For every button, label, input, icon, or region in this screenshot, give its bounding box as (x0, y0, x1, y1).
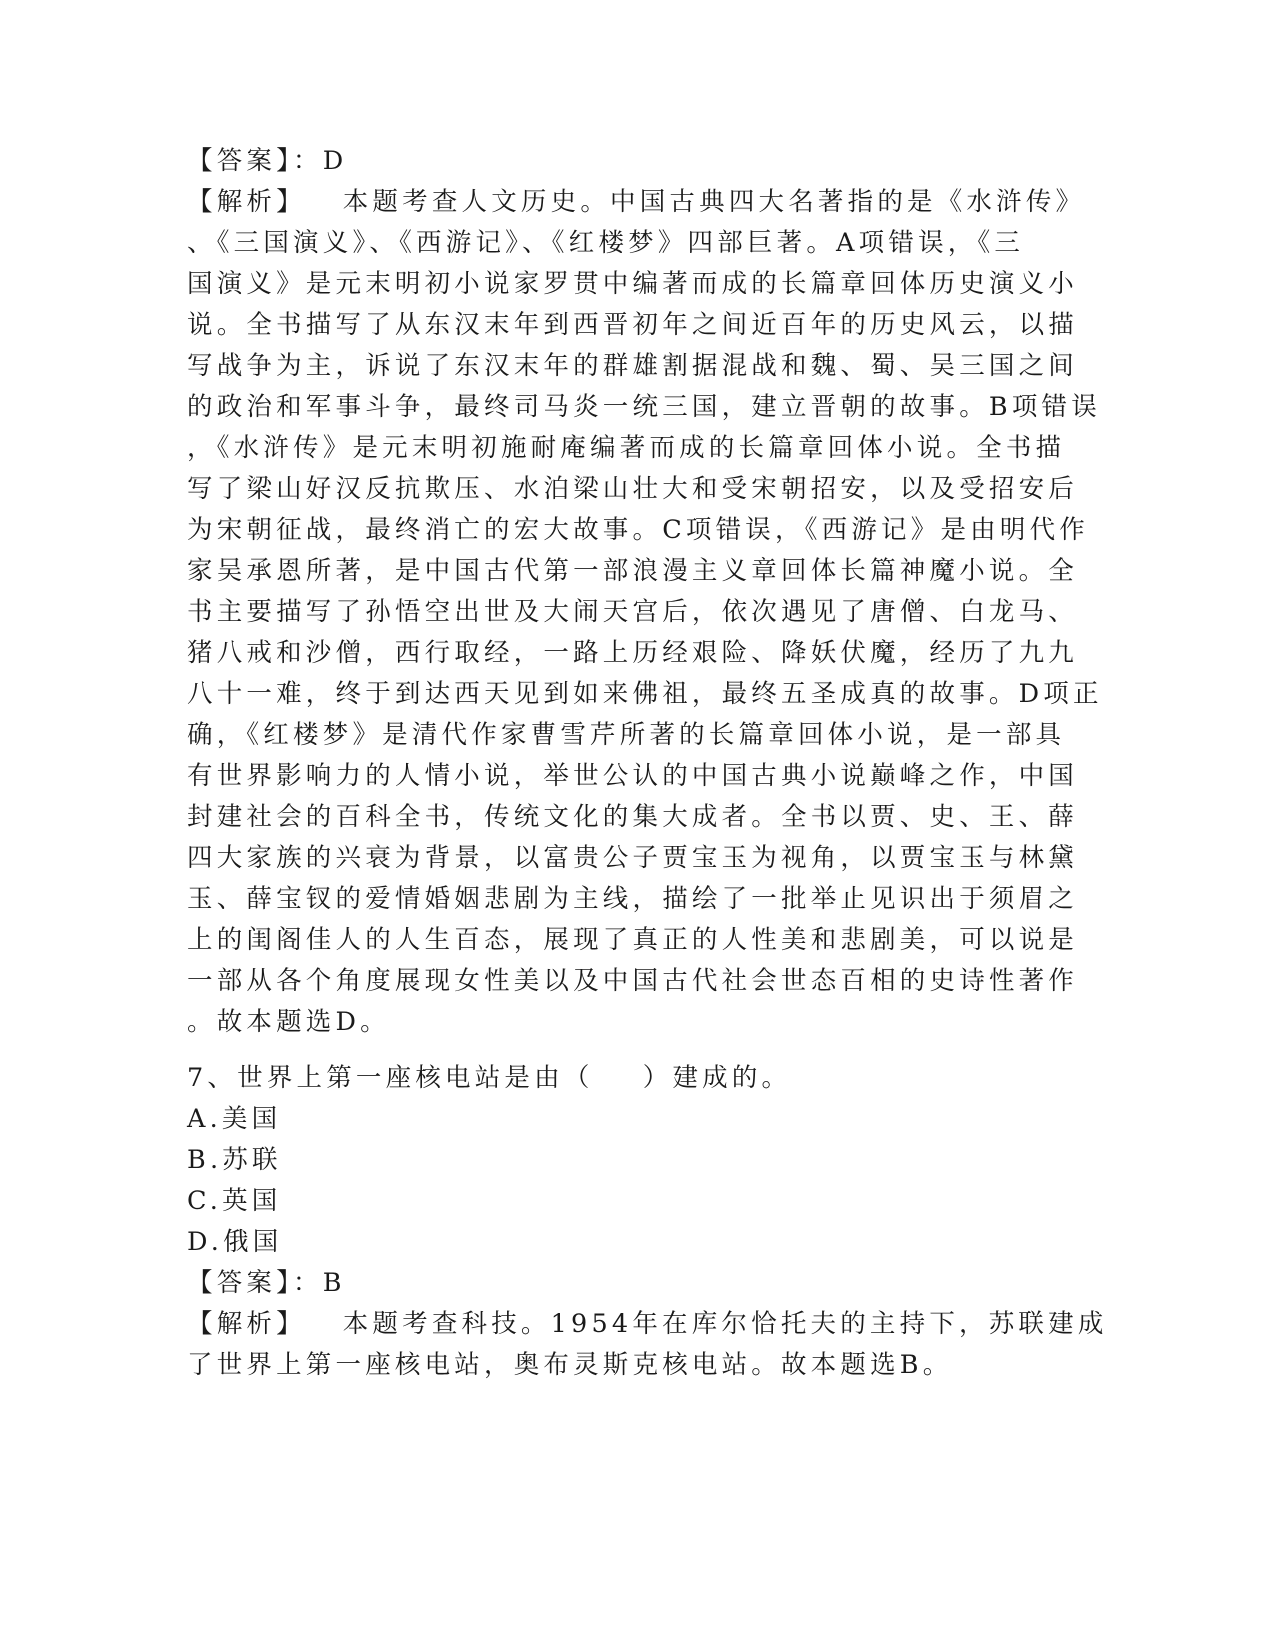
q6-analysis-line: 写了梁山好汉反抗欺压、水泊梁山壮大和受宋朝招安，以及受招安后 (187, 474, 1079, 504)
q7-option-b: B.苏联 (187, 1145, 282, 1175)
q6-analysis-line: 玉、薛宝钗的爱情婚姻悲剧为主线，描绘了一批举止见识出于须眉之 (187, 884, 1079, 914)
q6-analysis-line: 家吴承恩所著，是中国古代第一部浪漫主义章回体长篇神魔小说。全 (187, 556, 1079, 586)
q7-question: 7、世界上第一座核电站是由（ ）建成的。 (187, 1063, 792, 1093)
q7-analysis-line: 【解析】 本题考查科技。1954年在库尔恰托夫的主持下，苏联建成 (187, 1309, 1108, 1339)
q6-analysis-line: 写战争为主，诉说了东汉末年的群雄割据混战和魏、蜀、吴三国之间 (187, 351, 1079, 381)
q6-analysis-line: 封建社会的百科全书，传统文化的集大成者。全书以贾、史、王、薛 (187, 802, 1079, 832)
q6-analysis-line: 、《三国演义》、《西游记》、《红楼梦》四部巨著。A项错误，《三 (187, 228, 1025, 258)
q6-answer: 【答案】：D (187, 146, 348, 176)
q6-analysis-line: 四大家族的兴衰为背景，以富贵公子贾宝玉为视角，以贾宝玉与林黛 (187, 843, 1079, 873)
q6-analysis-line: 一部从各个角度展现女性美以及中国古代社会世态百相的史诗性著作 (187, 966, 1079, 996)
q7-option-a: A.美国 (187, 1104, 282, 1134)
q6-analysis-line: 的政治和军事斗争，最终司马炎一统三国，建立晋朝的故事。B项错误 (187, 392, 1101, 422)
q7-analysis-line: 了世界上第一座核电站，奥布灵斯克核电站。故本题选B。 (187, 1350, 953, 1380)
q6-analysis-line: 猪八戒和沙僧，西行取经，一路上历经艰险、降妖伏魔，经历了九九 (187, 638, 1079, 668)
q6-analysis-line: 。故本题选D。 (187, 1007, 390, 1037)
q6-analysis-line: ，《水浒传》是元末明初施耐庵编著而成的长篇章回体小说。全书描 (187, 433, 1066, 463)
q6-analysis-line: 确，《红楼梦》是清代作家曹雪芹所著的长篇章回体小说，是一部具 (187, 720, 1066, 750)
q6-analysis-line: 【解析】 本题考查人文历史。中国古典四大名著指的是《水浒传》 (187, 187, 1086, 217)
q6-analysis-line: 有世界影响力的人情小说，举世公认的中国古典小说巅峰之作，中国 (187, 761, 1079, 791)
q6-analysis-line: 为宋朝征战，最终消亡的宏大故事。C项错误，《西游记》是由明代作 (187, 515, 1089, 545)
q7-answer: 【答案】：B (187, 1268, 346, 1298)
q6-analysis-line: 上的闺阁佳人的人生百态，展现了真正的人性美和悲剧美，可以说是 (187, 925, 1079, 955)
q6-analysis-line: 说。全书描写了从东汉末年到西晋初年之间近百年的历史风云，以描 (187, 310, 1079, 340)
q7-option-c: C.英国 (187, 1186, 282, 1216)
q7-option-d: D.俄国 (187, 1227, 283, 1257)
q6-analysis-line: 八十一难，终于到达西天见到如来佛祖，最终五圣成真的故事。D项正 (187, 679, 1103, 709)
q6-analysis-line: 国演义》是元末明初小说家罗贯中编著而成的长篇章回体历史演义小 (187, 269, 1079, 299)
q6-analysis-line: 书主要描写了孙悟空出世及大闹天宫后，依次遇见了唐僧、白龙马、 (187, 597, 1079, 627)
